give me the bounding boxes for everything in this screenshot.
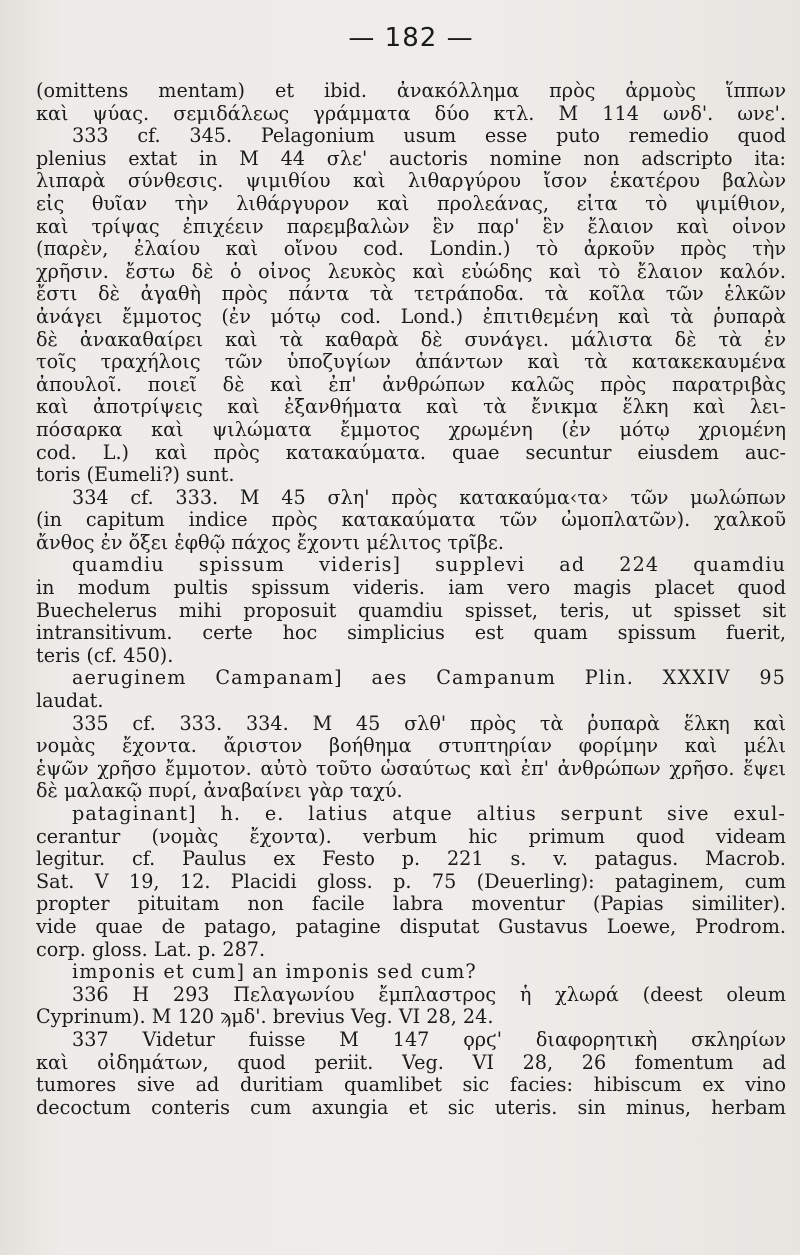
text-line: ἔστι δὲ ἀγαθὴ πρὸς πάντα τὰ τετράποδα. τὰ κοῖλα τῶν ἑλκῶν [36,283,786,306]
text-line: καὶ τρίψας ἐπιχέειν παρεμβαλὼν ἓν παρ' ἓν ἔλαιον καὶ οἶνον [36,215,786,238]
text-line: 335 cf. 333. 334. M 45 σλθ' πρὸς τὰ ῥυπαρὰ ἕλκη καὶ [72,712,786,735]
text-line: pataginant] h. e. latius atque altius serpunt sive exul- [72,803,786,825]
text-line: νομὰς ἔχοντα. ἄριστον βοήθημα στυπτηρίαν φορίμην καὶ μέλι [36,735,786,758]
text-line: quamdiu spissum videris] supplevi ad 224 quamdiu [72,554,786,577]
text-line: laudat. [36,690,104,713]
text-line: τοῖς τραχήλοις τῶν ὑποζυγίων ἁπάντων καὶ τὰ κατακεκαυμένα [36,351,786,374]
text-line: propter pituitam non facile labra moventur (Papias similiter). [36,893,786,916]
text-line: 334 cf. 333. M 45 σλη' πρὸς κατακαύμα‹τα› τῶν μωλώπων [72,486,786,509]
text-line: (omittens mentam) et ibid. ἀνακόλλημα πρὸς ἁρμοὺς ἵππων [36,80,786,102]
text-line: ἀπουλοῖ. ποιεῖ δὲ καὶ ἐπ' ἀνθρώπων καλῶς πρὸς παρατριβὰς [36,373,786,396]
text-line: (παρὲν, ἐλαίου καὶ οἴνου cod. Londin.) τὸ ἀρκοῦν πρὸς τὴν [36,238,786,261]
text-line: decoctum conteris cum axungia et sic uteris. sin minus, herbam [36,1096,786,1119]
text-line: πόσαρκα καὶ ψιλώματα ἔμμοτος χρωμένη (ἐν μότῳ χριομένη [36,418,786,441]
text-line: tumores sive ad duritiam quamlibet sic facies: hibiscum ex vino [36,1074,786,1097]
text-line: plenius extat in M 44 σλε' auctoris nomine non adscripto ita: [36,147,786,170]
text-line: toris (Eumeli?) sunt. [36,464,235,487]
text-line: καὶ ἀποτρίψεις καὶ ἐξανθήματα καὶ τὰ ἔνικμα ἕλκη καὶ λει- [36,396,786,419]
text-line: ἄνθος ἐν ὄξει ἑφθῷ πάχος ἔχοντι μέλιτος τρῖβε. [36,531,504,554]
text-line: cod. L.) καὶ πρὸς κατακαύματα. quae secuntur eiusdem auc- [36,441,786,464]
text-line: aeruginem Campanam] aes Campanum Plin. XXXIV 95 [72,667,786,690]
text-line: Cyprinum). M 120 ϡμδ'. brevius Veg. VI 28, 24. [36,1006,494,1029]
text-body [36,80,786,1119]
text-line: Sat. V 19, 12. Placidi gloss. p. 75 (Deuerling): pataginem, cum [36,870,786,893]
text-line: δὲ ἀνακαθαίρει καὶ τὰ καθαρὰ δὲ συνάγει. μάλιστα δὲ τὰ ἐν [36,328,786,351]
text-line: imponis et cum] an imponis sed cum? [72,961,477,984]
text-line: (in capitum indice πρὸς κατακαύματα τῶν ὠμοπλατῶν). χαλκοῦ [36,509,786,532]
text-line: ἀνάγει ἔμμοτος (ἐν μότῳ cod. Lond.) ἐπιτιθεμένη καὶ τὰ ῥυπαρὰ [36,305,786,328]
page-number: — 182 — [348,23,474,53]
text-line: cerantur (νομὰς ἔχοντα). verbum hic primum quod videam [36,825,786,848]
text-line: χρῆσιν. ἔστω δὲ ὁ οἶνος λευκὸς καὶ εὐώδης καὶ τὸ ἔλαιον καλόν. [36,260,786,283]
text-line: vide quae de patago, patagine disputat Gustavus Loewe, Prodrom. [36,915,786,938]
text-line: intransitivum. certe hoc simplicius est quam spissum fuerit, [36,622,786,645]
text-line: ἑψῶν χρῆσο ἔμμοτον. αὐτὸ τοῦτο ὡσαύτως καὶ ἐπ' ἀνθρώπων χρῆσο. ἕψει [36,757,786,780]
text-line: in modum pultis spissum videris. iam vero magis placet quod [36,577,786,600]
text-line: καὶ οἰδημάτων, quod periit. Veg. VI 28, 26 fomentum ad [36,1051,786,1074]
text-line: 337 Videtur fuisse M 147 ϙρϛ' διαφορητικὴ σκληρίων [72,1028,786,1051]
text-line: καὶ ψύας. σεμιδάλεως γράμματα δύο κτλ. M 114 ωνδ'. ωνε'. [36,102,786,125]
text-line: εἰς θυῖαν τὴν λιθάργυρον καὶ προλεάνας, εἶτα τὸ ψιμίθιον, [36,192,786,215]
text-line: λιπαρὰ σύνθεσις. ψιμιθίου καὶ λιθαργύρου ἴσον ἑκατέρου βαλὼν [36,170,786,193]
text-line: teris (cf. 450). [36,644,174,667]
text-line: Buechelerus mihi proposuit quamdiu spisset, teris, ut spisset sit [36,599,786,622]
text-line: legitur. cf. Paulus ex Festo p. 221 s. v. patagus. Macrob. [36,848,786,871]
text-line: 336 H 293 Πελαγωνίου ἔμπλαστρος ἡ χλωρά (deest oleum [72,983,786,1006]
text-line: corp. gloss. Lat. p. 287. [36,938,266,961]
text-line: 333 cf. 345. Pelagonium usum esse puto remedio quod [72,125,786,148]
text-line: δὲ μαλακῷ πυρί, ἀναβαίνει γὰρ ταχύ. [36,780,403,803]
